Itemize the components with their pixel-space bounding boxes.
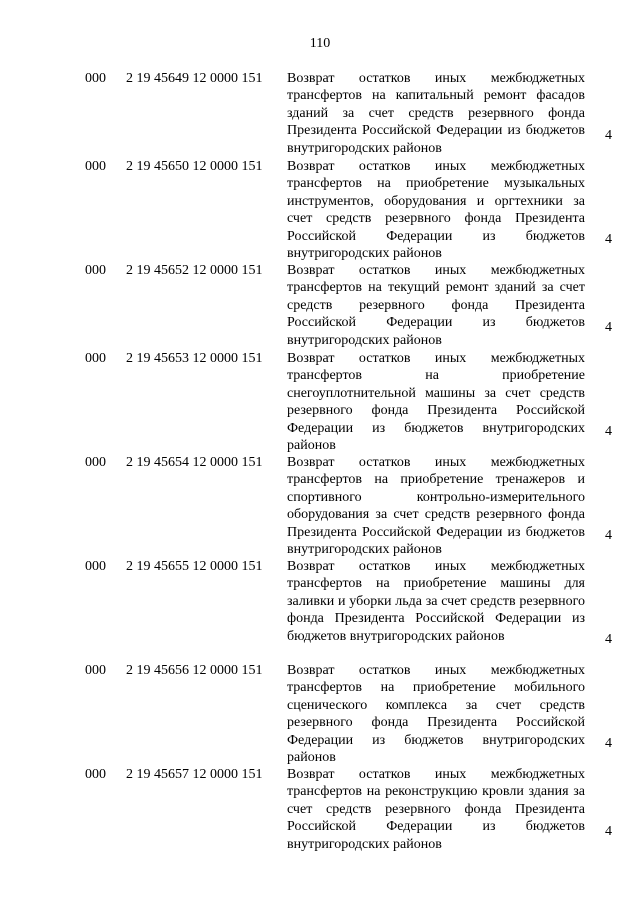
budget-classification-code: 2 19 45653 12 0000 151 [126,351,263,366]
budget-classification-code: 2 19 45650 12 0000 151 [126,159,263,174]
administrator-code: 000 [85,767,106,782]
income-description: Возврат остатков иных межбюджетных трансфертов на текущий ремонт зданий за счет средств резервного фонда Президента Российской Федерации из бюджетов внутригородских районов [287,263,585,348]
income-description: Возврат остатков иных межбюджетных трансфертов на реконструкцию кровли здания за счет средств резервного фонда Президента Российской Федерации из бюджетов внутригородских районов [287,767,585,852]
budget-level: 4 [605,232,612,247]
table-row [0,662,640,766]
administrator-code: 000 [85,663,106,678]
table-row [0,70,640,158]
administrator-code: 000 [85,263,106,278]
income-description: Возврат остатков иных межбюджетных трансфертов на капитальный ремонт фасадов зданий за счет средств резервного фонда Президента Российской Федерации из бюджетов внутригородских районов [287,71,585,156]
budget-classification-code: 2 19 45652 12 0000 151 [126,263,263,278]
budget-code-table [0,70,640,854]
administrator-code: 000 [85,559,106,574]
budget-level: 4 [605,824,612,839]
budget-level: 4 [605,320,612,335]
budget-classification-code: 2 19 45655 12 0000 151 [126,559,263,574]
table-row [0,558,640,662]
table-row [0,766,640,854]
administrator-code: 000 [85,71,106,86]
budget-classification-code: 2 19 45649 12 0000 151 [126,71,263,86]
table-row [0,262,640,350]
table-row [0,454,640,558]
budget-level: 4 [605,528,612,543]
table-row [0,158,640,262]
budget-level: 4 [605,424,612,439]
page-number: 110 [309,36,331,51]
administrator-code: 000 [85,351,106,366]
budget-level: 4 [605,736,612,751]
income-description: Возврат остатков иных межбюджетных трансфертов на приобретение тренажеров и спортивного контрольно-измерительного оборудования за счет средств резервного фонда Президента Российской Федерации из бюджетов внутригородских районов [287,455,585,558]
income-description: Возврат остатков иных межбюджетных трансфертов на приобретение машины для заливки и уборки льда за счет средств резервного фонда Президента Российской Федерации из бюджетов внутригородских районов [287,559,585,644]
administrator-code: 000 [85,455,106,470]
table-row [0,350,640,454]
income-description: Возврат остатков иных межбюджетных трансфертов на приобретение музыкальных инструментов, оборудования и оргтехники за счет средств резервного фонда Президента Российской Федерации из бюджетов внутригородских районов [287,159,585,262]
income-description: Возврат остатков иных межбюджетных трансфертов на приобретение мобильного сценического комплекса за счет средств резервного фонда Президента Российской Федерации из бюджетов внутригородских районов [287,663,585,766]
budget-level: 4 [605,128,612,143]
income-description: Возврат остатков иных межбюджетных трансфертов на приобретение снегоуплотнительной машины за счет средств резервного фонда Президента Российской Федерации из бюджетов внутригородских районов [287,351,585,454]
administrator-code: 000 [85,159,106,174]
budget-level: 4 [605,632,612,647]
budget-classification-code: 2 19 45656 12 0000 151 [126,663,263,678]
budget-classification-code: 2 19 45654 12 0000 151 [126,455,263,470]
budget-classification-code: 2 19 45657 12 0000 151 [126,767,263,782]
